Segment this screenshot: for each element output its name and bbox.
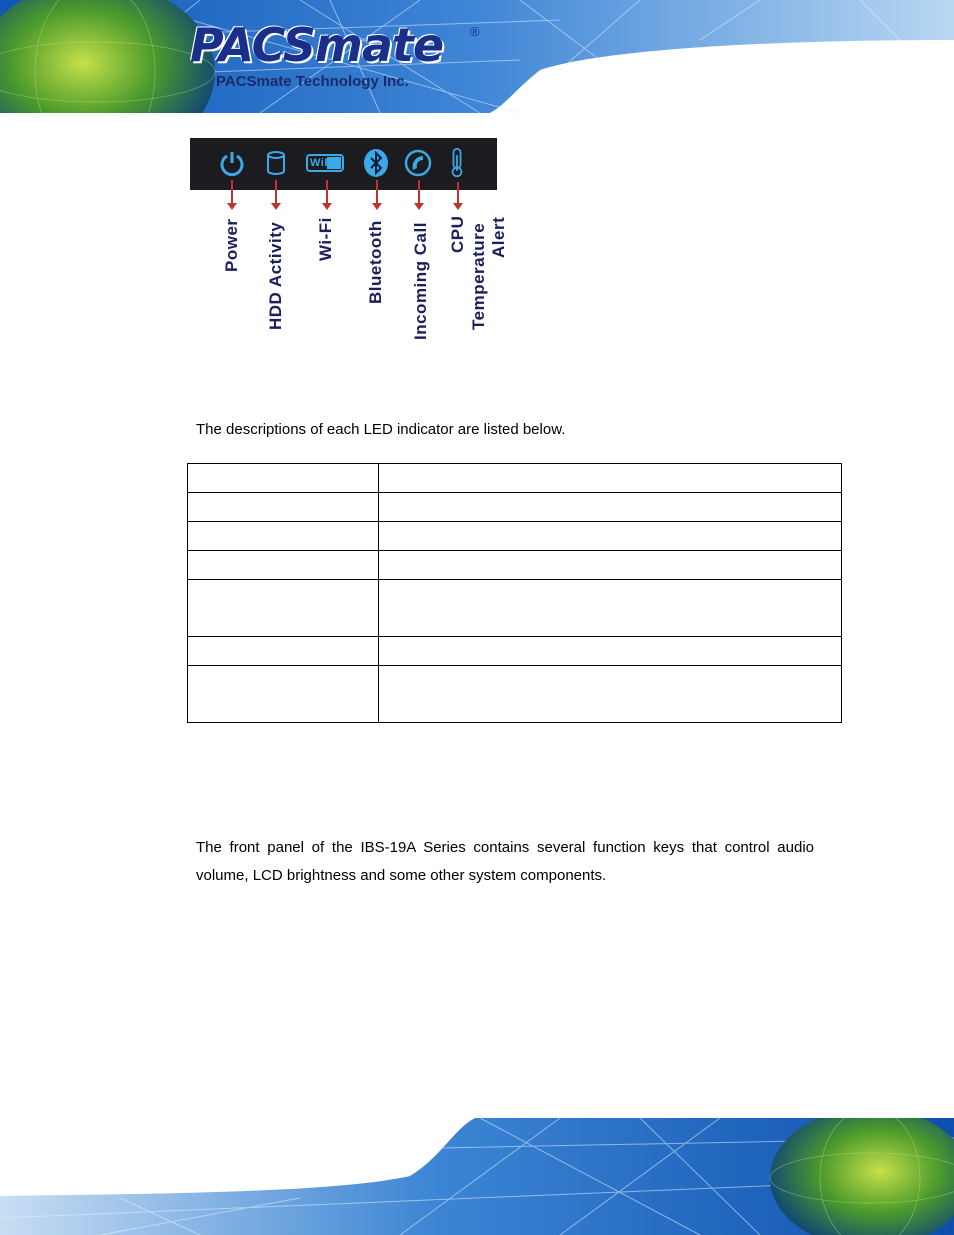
table-cell [188, 493, 379, 522]
table-row [188, 464, 842, 493]
bluetooth-arrow [376, 180, 378, 205]
footer-banner-graphic [0, 1118, 954, 1235]
call-arrow [418, 180, 420, 205]
function-keys-text: The front panel of the IBS-19A Series contains several function keys that control audio volume, LCD brightness and some other system components. [196, 839, 814, 884]
page-header [0, 0, 954, 113]
table-cell [188, 522, 379, 551]
led-label-incoming-call: Incoming Call [411, 222, 430, 340]
power-icon [218, 148, 246, 178]
table-cell [188, 637, 379, 666]
hdd-icon [262, 148, 290, 178]
led-label-wifi: Wi-Fi [316, 217, 335, 261]
table-row [188, 580, 842, 637]
table-row [188, 666, 842, 723]
registered-mark: ® [470, 24, 480, 39]
table-cell [379, 493, 842, 522]
table-row [188, 551, 842, 580]
led-label-bluetooth: Bluetooth [366, 220, 385, 304]
led-label-power: Power [222, 218, 241, 272]
page-footer [0, 1118, 954, 1235]
led-label-hdd: HDD Activity [266, 221, 285, 330]
bluetooth-icon [362, 148, 390, 178]
company-name: PACSmate Technology Inc. [216, 73, 409, 90]
header-banner-graphic [0, 0, 954, 113]
table-row [188, 637, 842, 666]
table-cell [379, 522, 842, 551]
table-cell [188, 464, 379, 493]
table-cell [379, 464, 842, 493]
brand-logo: PACSmate [190, 18, 444, 72]
table-cell [188, 580, 379, 637]
table-row [188, 493, 842, 522]
led-label-temperature: Temperature [469, 222, 488, 330]
wifi-arrow [326, 180, 328, 205]
wifi-icon-text: WiFi [310, 157, 336, 169]
led-intro-text: The descriptions of each LED indicator are listed below. [196, 421, 566, 438]
hdd-arrow [275, 180, 277, 205]
table-cell [188, 551, 379, 580]
table-cell [379, 580, 842, 637]
led-label-alert: Alert [489, 216, 508, 258]
led-label-cpu: CPU [448, 215, 467, 253]
table-cell [379, 666, 842, 723]
thermometer-icon [443, 148, 471, 178]
table-cell [379, 637, 842, 666]
phone-icon [404, 148, 432, 178]
table-cell [188, 666, 379, 723]
table-cell [379, 551, 842, 580]
power-arrow [231, 180, 233, 205]
led-description-table [187, 463, 842, 723]
table-row [188, 522, 842, 551]
temperature-arrow [457, 182, 459, 205]
